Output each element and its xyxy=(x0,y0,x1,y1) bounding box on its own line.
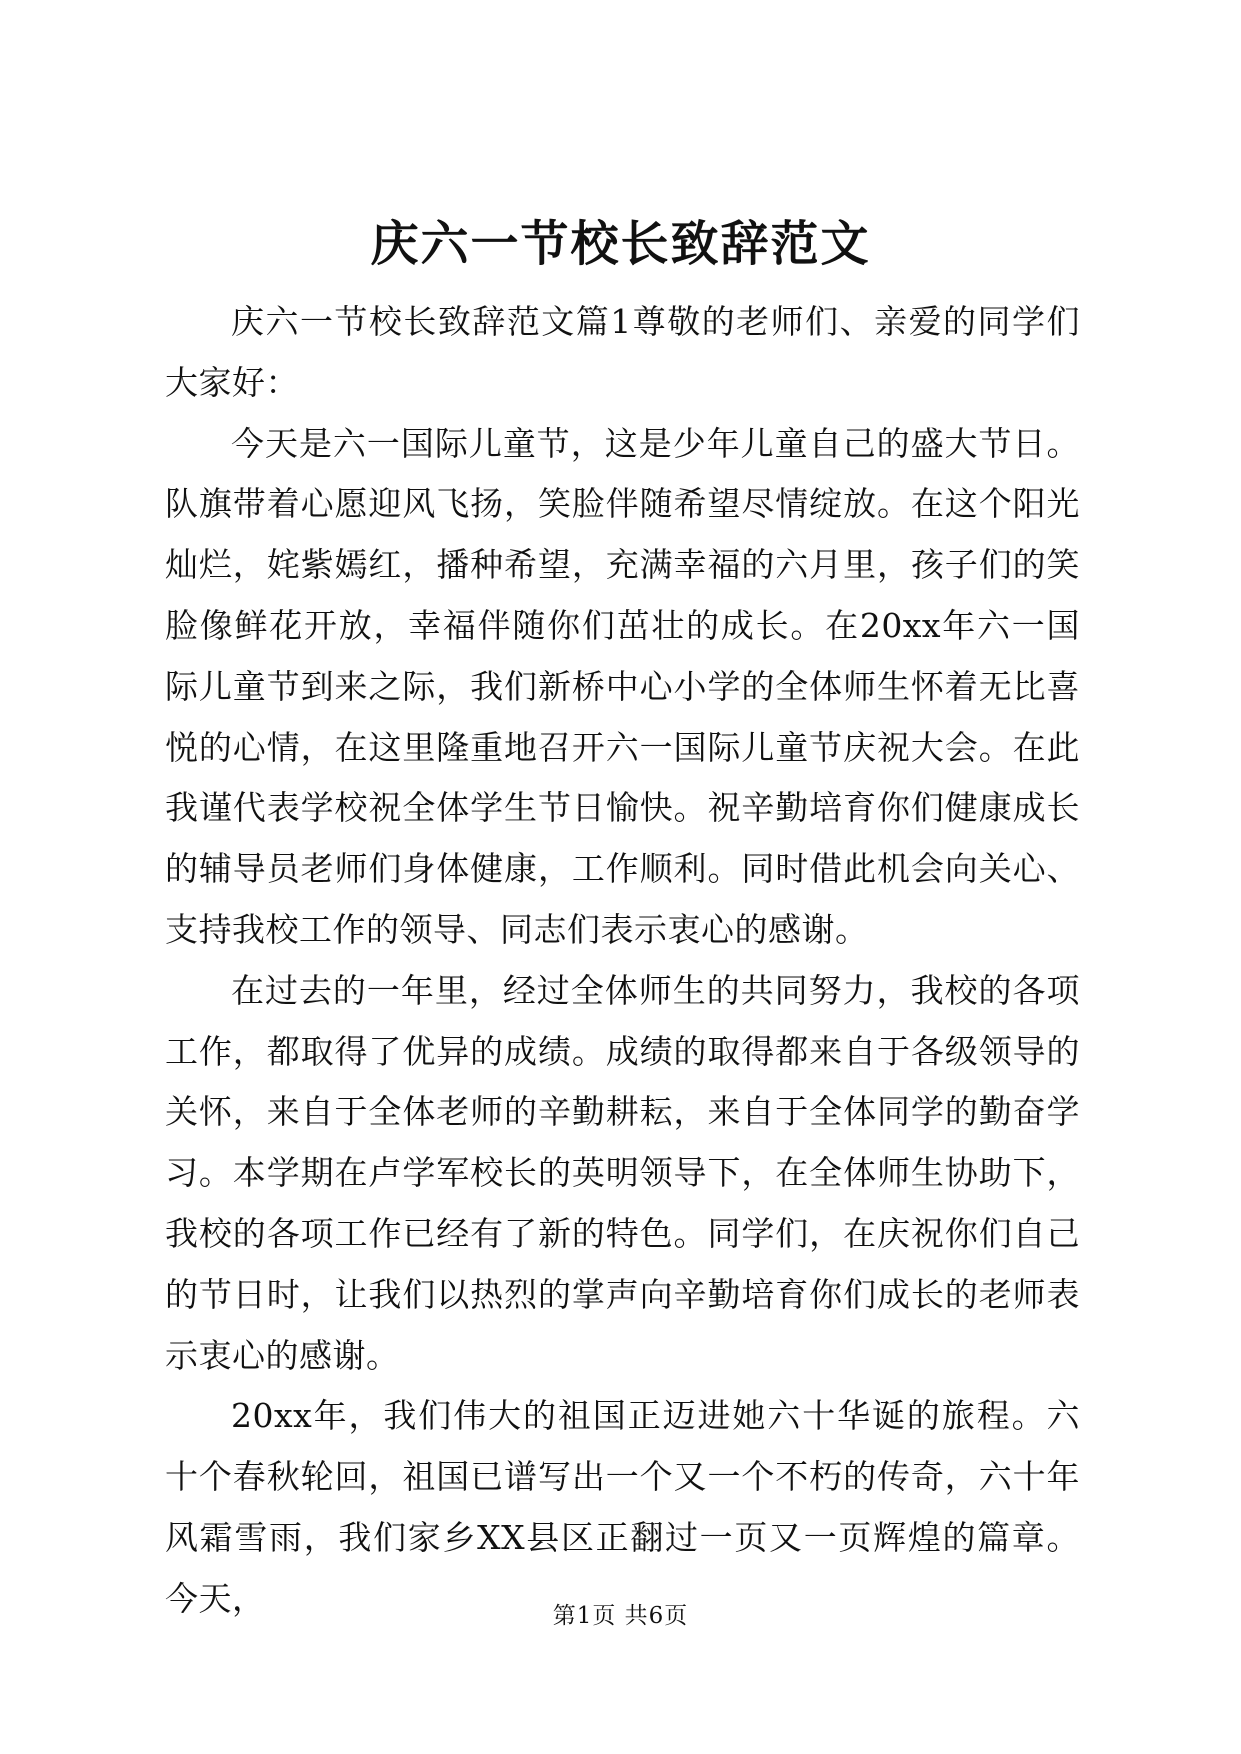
document-title: 庆六一节校长致辞范文 xyxy=(370,216,871,272)
paragraph-4: 20xx年，我们伟大的祖国正迈进她六十华诞的旅程。六十个春秋轮回，祖国已谱写出一个又一个不朽的传奇，六十年风霜雪雨，我们家乡XX县区正翻过一页又一页辉煌的篇章。今天， xyxy=(165,1396,1080,1618)
paragraph-3: 在过去的一年里，经过全体师生的共同努力，我校的各项工作，都取得了优异的成绩。成绩的取得都来自于各级领导的关怀，来自于全体老师的辛勤耕耘，来自于全体同学的勤奋学习。本学期在卢学军校长的英明领导下，在全体师生协助下，我校的各项工作已经有了新的特色。同学们，在庆祝你们自己的节日时，让我们以热烈的掌声向辛勤培育你们成长的老师表示衷心的感谢。 xyxy=(165,970,1080,1375)
document-body xyxy=(165,292,1080,1630)
paragraph-2: 今天是六一国际儿童节，这是少年儿童自己的盛大节日。队旗带着心愿迎风飞扬，笑脸伴随希望尽情绽放。在这个阳光灿烂，姹紫嫣红，播种希望，充满幸福的六月里，孩子们的笑脸像鲜花开放，幸福伴随你们茁壮的成长。在20xx年六一国际儿童节到来之际，我们新桥中心小学的全体师生怀着无比喜悦的心情，在这里隆重地召开六一国际儿童节庆祝大会。在此我谨代表学校祝全体学生节日愉快。祝辛勤培育你们健康成长的辅导员老师们身体健康，工作顺利。同时借此机会向关心、支持我校工作的领导、同志们表示衷心的感谢。 xyxy=(165,423,1080,949)
page-number-footer: 第1页 共6页 xyxy=(552,1603,689,1629)
paragraph-1: 庆六一节校长致辞范文篇1尊敬的老师们、亲爱的同学们大家好： xyxy=(165,302,1080,402)
